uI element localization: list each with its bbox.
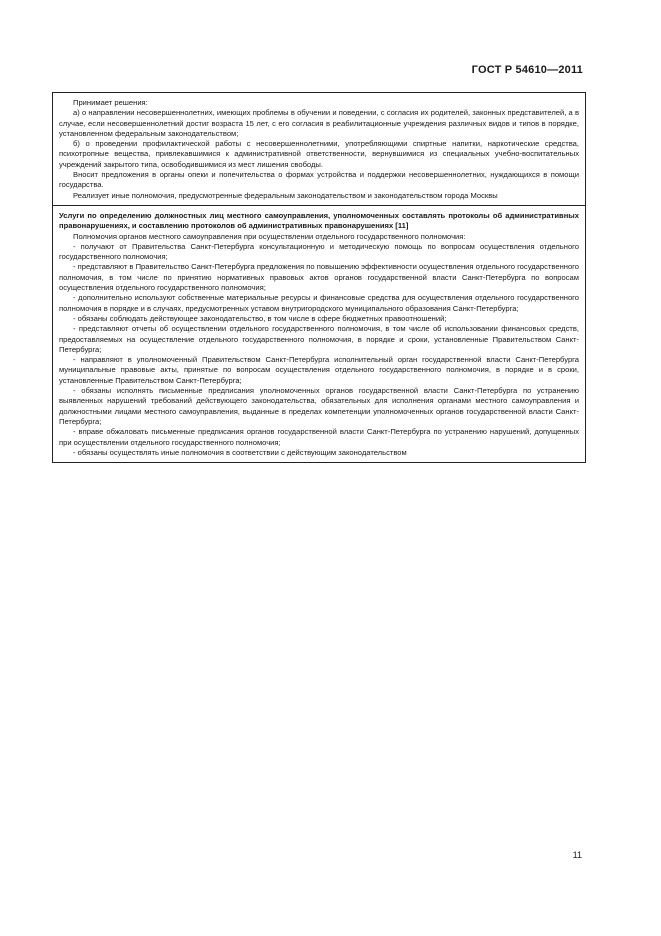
paragraph-item-a: а) о направлении несовершеннолетних, имеющих проблемы в обучении и поведении, с согласия их родителей, законных представителей, а в случае, если несовершеннолетний достиг возраста 15 лет, с его согласия в реабилитационные учреждения различных видов и типов в порядке, установленном федеральным законодательством; xyxy=(59,108,579,138)
paragraph-powers-intro: Полномочия органов местного самоуправления при осуществлении отдельного государственного полномочия: xyxy=(73,231,466,241)
document-header-code: ГОСТ Р 54610—2011 xyxy=(471,64,583,76)
list-item: - дополнительно используют собственные материальные ресурсы и финансовые средства для осуществления отдельного государственного полномочия в порядке и в случаях, предусмотренных уставом внутригородского муниципального образования Санкт-Петербурга; xyxy=(59,293,579,313)
list-item: - направляют в уполномоченный Правительством Санкт-Петербурга исполнительный орган государственной власти Санкт-Петербурга муниципальные правовые акты, принятые по вопросам осуществления отдельного государственного полномочия, в порядке и в сроки, установленные Правительством Санкт-Петербурга; xyxy=(59,355,579,385)
section-heading: Услуги по определению должностных лиц местного самоуправления, уполномоченных составлять протоколы об административных правонарушениях, и составлению протоколов об административных правонарушениях [11] xyxy=(59,210,579,231)
paragraph-other-powers-moscow: Реализует иные полномочия, предусмотренные федеральным законодательством и законодательством города Москвы xyxy=(73,190,498,200)
table-row-protocol-services xyxy=(53,205,585,462)
content-table xyxy=(52,92,586,463)
list-item: - вправе обжаловать письменные предписания органов государственной власти Санкт-Петербурга по устранению нарушений, допущенных при осуществлении отдельного государственного полномочия; xyxy=(59,427,579,447)
list-item: - представляют в Правительство Санкт-Петербурга предложения по повышению эффективности осуществления отдельного государственного полномочия, в том числе по принятию нормативных правовых актов органов государственной власти Санкт-Петербурга по вопросам осуществления отдельного государственного полномочия; xyxy=(59,262,579,293)
list-item: - обязаны осуществлять иные полномочия в соответствии с действующим законодательством xyxy=(73,447,407,457)
paragraph-accepts-decisions: Принимает решения: xyxy=(73,98,148,107)
page-number: 11 xyxy=(572,850,582,860)
list-item: - обязаны исполнять письменные предписания уполномоченных органов государственной власти Санкт-Петербурга по устранению выявленных нарушений требований действующего законодательства, обязательных для исполнения органами местного самоуправления и должностными лицами местного самоуправления, выданные в пределах компетенции уполномоченных органов государственной власти Санкт-Петербурга; xyxy=(59,386,579,426)
table-row-decisions xyxy=(53,93,585,205)
list-item: - представляют отчеты об осуществлении отдельного государственного полномочия, в том числе об использовании финансовых средств, предоставляемых на осуществление отдельного государственного полномочия, в порядке и сроки, установленные Правительством Санкт-Петербурга; xyxy=(59,324,579,354)
paragraph-item-b: б) о проведении профилактической работы с несовершеннолетними, употребляющими спиртные напитки, наркотические средства, психотропные вещества, привлекавшимися к административной ответственности, вернувшимися из специальных учебно-воспитательных учреждений закрытого типа, освободившимися из мест лишения свободы. xyxy=(59,139,579,169)
list-item: - обязаны соблюдать действующее законодательство, в том числе в сфере бюджетных правоотношений; xyxy=(73,313,447,323)
list-item: - получают от Правительства Санкт-Петербурга консультационную и методическую помощь по вопросам осуществления отдельного государственного полномочия; xyxy=(59,241,579,262)
paragraph-guardianship-proposals: Вносит предложения в органы опеки и попечительства о формах устройства и поддержки несовершеннолетних, нуждающихся в помощи государства. xyxy=(59,170,579,190)
